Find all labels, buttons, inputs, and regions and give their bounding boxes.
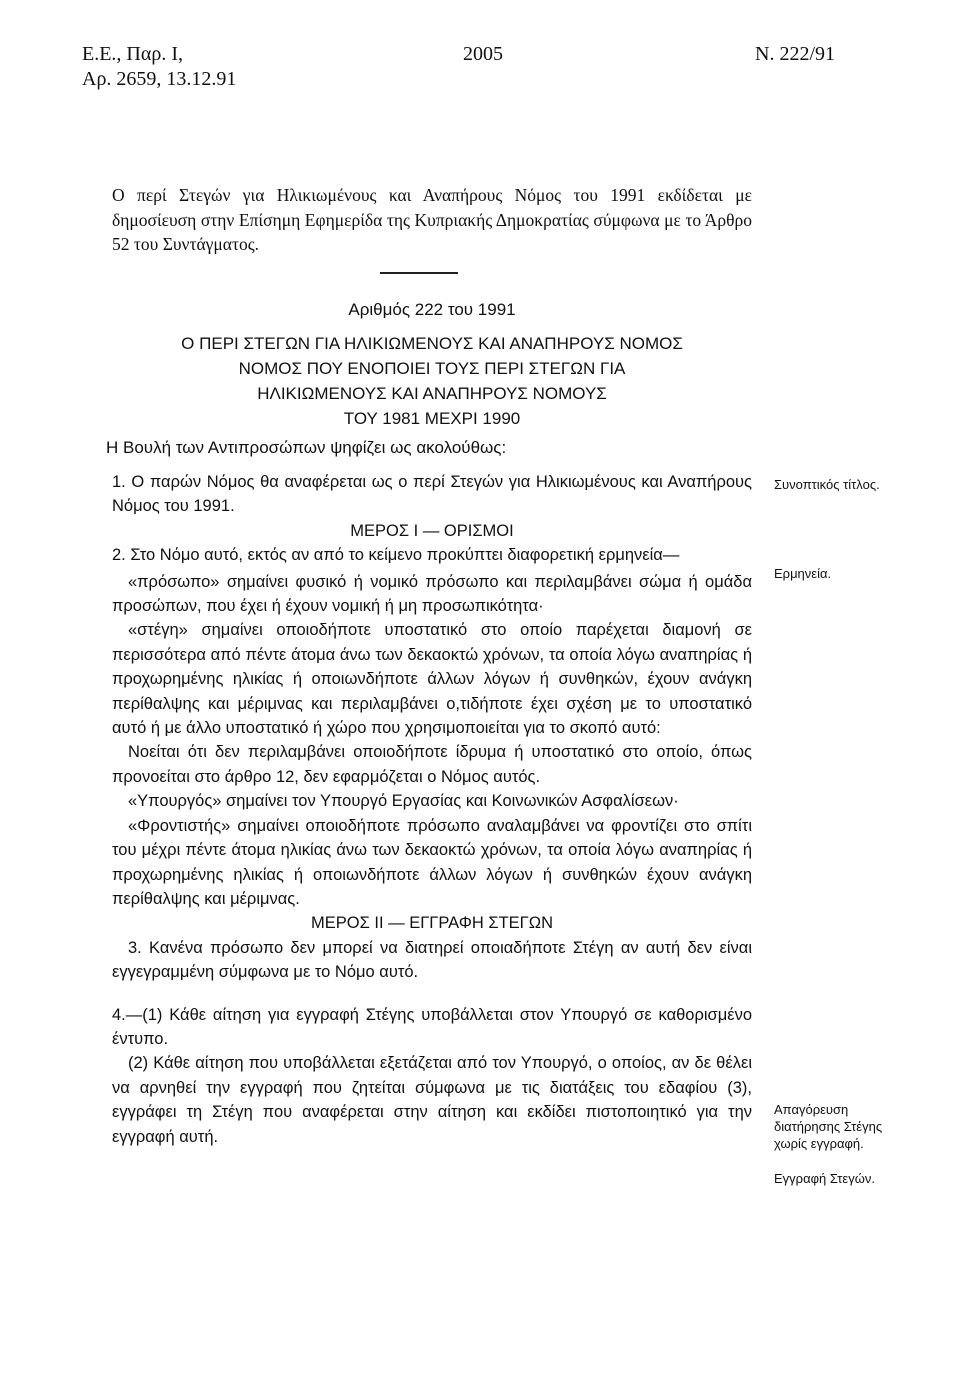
gazette-issue: Ε.Ε., Παρ. Ι, xyxy=(82,43,183,65)
gazette-number-date: Αρ. 2659, 13.12.91 xyxy=(82,68,237,90)
definition-carer: «Φροντιστής» σημαίνει οποιοδήποτε πρόσωπο αναλαμβάνει να φροντίζει στο σπίτι του μέχρι πέντε άτομα ηλικίας άνω των δεκαοκτώ χρόνων, τα οποία λόγω αναπηρίας ή προχωρημένης ηλικίας ή οποιωνδήποτε άλλων λόγων ή συνθηκών έχουν ανάγκη περίθαλψης και μέριμνας. xyxy=(112,816,752,908)
law-number-title: Αριθμός 222 του 1991 xyxy=(348,300,516,319)
law-number: Ν. 222/91 xyxy=(755,43,835,65)
intro-paragraph xyxy=(112,183,752,257)
part-2-heading: ΜΕΡΟΣ ΙΙ — ΕΓΓΡΑΦΗ ΣΤΕΓΩΝ xyxy=(311,914,553,933)
law-title-line-2: ΝΟΜΟΣ ΠΟΥ ΕΝΟΠΟΙΕΙ ΤΟΥΣ ΠΕΡΙ ΣΤΕΓΩΝ ΓΙΑ xyxy=(238,359,626,378)
law-title-line-1: Ο ΠΕΡΙ ΣΤΕΓΩΝ ΓΙΑ ΗΛΙΚΙΩΜΕΝΟΥΣ ΚΑΙ ΑΝΑΠΗΡΟΥΣ ΝΟΜΟΣ xyxy=(181,334,683,353)
part-1-heading: ΜΕΡΟΣ Ι — ΟΡΙΣΜΟΙ xyxy=(350,521,514,540)
section-2-intro: 2. Στο Νόμο αυτό, εκτός αν από το κείμενο προκύπτει διαφορετική ερμηνεία— xyxy=(112,546,680,565)
separator-rule xyxy=(380,272,458,274)
definition-person: «πρόσωπο» σημαίνει φυσικό ή νομικό πρόσωπο και περιλαμβάνει σώμα ή ομάδα προσώπων, που έχει ή έχουν νομική ή μη προσωπικότητα· xyxy=(112,572,752,616)
margin-note-short-title: Συνοπτικός τίτλος. xyxy=(774,477,880,492)
section-4-1: 4.—(1) Κάθε αίτηση για εγγραφή Στέγης υποβάλλεται στον Υπουργό σε καθορισμένο έντυπο. xyxy=(112,1005,752,1048)
margin-note-registration: Εγγραφή Στεγών. xyxy=(774,1171,875,1186)
section-4-2: (2) Κάθε αίτηση που υποβάλλεται εξετάζεται από τον Υπουργό, ο οποίος, αν δε θέλει να αρνηθεί την εγγραφή που ζητείται σύμφωνα με τις διατάξεις του εδαφίου (3), εγγράφει τη Στέγη που αναφέρεται στην αίτηση και εκδίδει πιστοποιητικό για την εγγραφή αυτή. xyxy=(112,1054,752,1146)
definition-home: «στέγη» σημαίνει οποιοδήποτε υποστατικό στο οποίο παρέχεται διαμονή σε περισσότερα από πέντε άτομα άνω των δεκαοκτώ χρόνων, τα οποία λόγω αναπηρίας ή προχωρημένης ηλικίας ή οποιωνδήποτε άλλων λόγων ή συνθηκών, έχουν ανάγκη περίθαλψης και μέριμνας και περιλαμβάνει ο,τιδήποτε έχει σχέση με το υποστατικό αυτό ή με άλλο υποστατικό ή χώρο που χρησιμοποιείται για το σκοπό αυτό: xyxy=(112,621,752,738)
page-number: 2005 xyxy=(463,43,503,65)
definition-minister: «Υπουργός» σημαίνει τον Υπουργό Εργασίας και Κοινωνικών Ασφαλίσεων· xyxy=(128,792,679,811)
margin-note-prohibition: Απαγόρευση διατήρησης Στέγης χωρίς εγγραφή. xyxy=(774,1102,883,1151)
gazette-reference xyxy=(82,42,236,92)
margin-note-interpretation: Ερμηνεία. xyxy=(774,566,832,581)
law-body xyxy=(112,470,752,1149)
law-title-line-4: ΤΟΥ 1981 ΜΕΧΡΙ 1990 xyxy=(343,409,521,428)
enacting-formula: Η Βουλή των Αντιπροσώπων ψηφίζει ως ακολούθως: xyxy=(106,438,507,457)
definition-home-proviso: Νοείται ότι δεν περιλαμβάνει οποιοδήποτε ίδρυμα ή υποστατικό στο οποίο, όπως προνοείται στο άρθρο 12, δεν εφαρμόζεται ο Νόμος αυτός. xyxy=(112,743,752,786)
section-1: 1. Ο παρών Νόμος θα αναφέρεται ως ο περί Στεγών για Ηλικιωμένους και Αναπήρους Νόμος του 1991. xyxy=(112,473,752,516)
law-title-block xyxy=(82,297,782,460)
intro-text: Ο περί Στεγών για Ηλικιωμένους και Αναπήρους Νόμος του 1991 εκδίδεται με δημοσίευση στην Επίσημη Εφημερίδα της Κυπριακής Δημοκρατίας σύμφωνα με το Άρθρο 52 του Συντάγματος. xyxy=(112,185,752,254)
section-3: 3. Κανένα πρόσωπο δεν μπορεί να διατηρεί οποιαδήποτε Στέγη αν αυτή δεν είναι εγγεγραμμένη σύμφωνα με το Νόμο αυτό. xyxy=(112,938,752,982)
law-title-line-3: ΗΛΙΚΙΩΜΕΝΟΥΣ ΚΑΙ ΑΝΑΠΗΡΟΥΣ ΝΟΜΟΥΣ xyxy=(257,384,607,403)
